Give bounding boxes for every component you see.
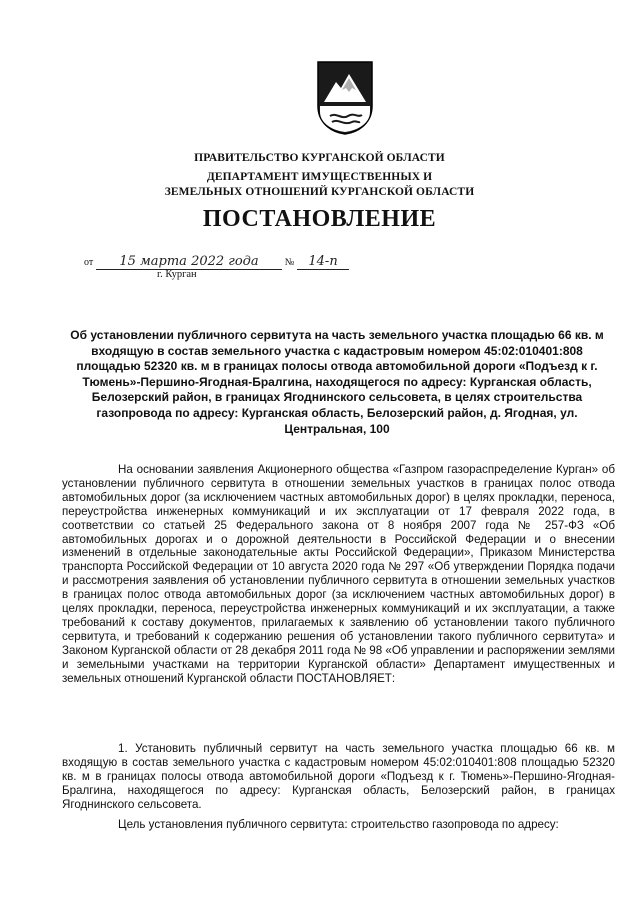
document-subject: Об установлении публичного сервитута на часть земельного участка площадью 66 кв. м входящую в состав земельного участка с кадастровым номером 45:02:010401:808 площадью 52320 кв. м в границах полосы отвода автомобильной дороги «Подъезд к г. Тюмень»-Першино-Ягодная-Бралгина, находящегося по адресу: Курганская область, Белозерский район, в границах Ягоднинского сельсовета, в целях строительства газопровода по адресу: Курганская область, Белозерский район, д. Ягодная, ул. Центральная, 100	[70, 328, 604, 436]
date-number-line	[84, 254, 349, 270]
from-label: от	[84, 257, 94, 268]
kurgan-coat-of-arms-icon	[316, 60, 374, 136]
government-name: ПРАВИТЕЛЬСТВО КУРГАНСКОЙ ОБЛАСТИ	[194, 152, 445, 164]
body-paragraph-1: На основании заявления Акционерного общества «Газпром газораспределение Курган» об установлении публичного сервитута в отношении земельных участков в границах полос отвода автомобильных дорог (за исключением частных автомобильных дорог) в целях прокладки, переноса, переустройства инженерных коммуникаций и их эксплуатации от 17 февраля 2022 года, в соответствии со статьей 25 Федерального закона от 8 ноября 2007 года № 257-ФЗ «Об автомобильных дорогах и о дорожной деятельности в Российской Федерации и о внесении изменений в отдельные законодательные акты Российской Федерации», Приказом Министерства транспорта Российской Федерации от 10 августа 2020 года № 297 «Об утверждении Порядка подачи и рассмотрения заявления об установлении публичного сервитута в отношении земельных участков в границах полос отвода автомобильных дорог (за исключением частных автомобильных дорог) в целях прокладки, переноса, переустройства инженерных коммуникаций и их эксплуатации, а также требований к составу документов, прилагаемых к заявлению об установлении такого публичного сервитута, и требований к содержанию решения об установлении такого публичного сервитута» и Законом Курганской области от 28 декабря 2011 года № 98 «Об управлении и распоряжении землями и земельными участками на территории Курганской области» Департамент имущественных и земельных отношений Курганской области ПОСТАНОВЛЯЕТ:	[62, 463, 615, 685]
department-line-1: ДЕПАРТАМЕНТ ИМУЩЕСТВЕННЫХ И	[206, 171, 433, 183]
handwritten-number: 14-п	[297, 254, 349, 270]
body-paragraph-2: 1. Установить публичный сервитут на часть земельного участка площадью 66 кв. м входящую в состав земельного участка с кадастровым номером 45:02:010401:808 площадью 52320 кв. м в границах полосы отвода автомобильной дороги «Подъезд к г. Тюмень»-Першино-Ягодная-Бралгина, находящегося по адресу: Курганская область, Белозерский район, в границах Ягоднинского сельсовета.	[62, 742, 615, 811]
number-label: №	[284, 257, 295, 268]
document-type-title: ПОСТАНОВЛЕНИЕ	[202, 206, 437, 232]
body-paragraph-3: Цель установления публичного сервитута: строительство газопровода по адресу:	[118, 818, 559, 831]
handwritten-date: 15 марта 2022 года	[96, 254, 282, 270]
department-line-2: ЗЕМЕЛЬНЫХ ОТНОШЕНИЙ КУРГАНСКОЙ ОБЛАСТИ	[164, 186, 475, 198]
city-label: г. Курган	[157, 269, 197, 280]
department-name	[0, 170, 639, 200]
